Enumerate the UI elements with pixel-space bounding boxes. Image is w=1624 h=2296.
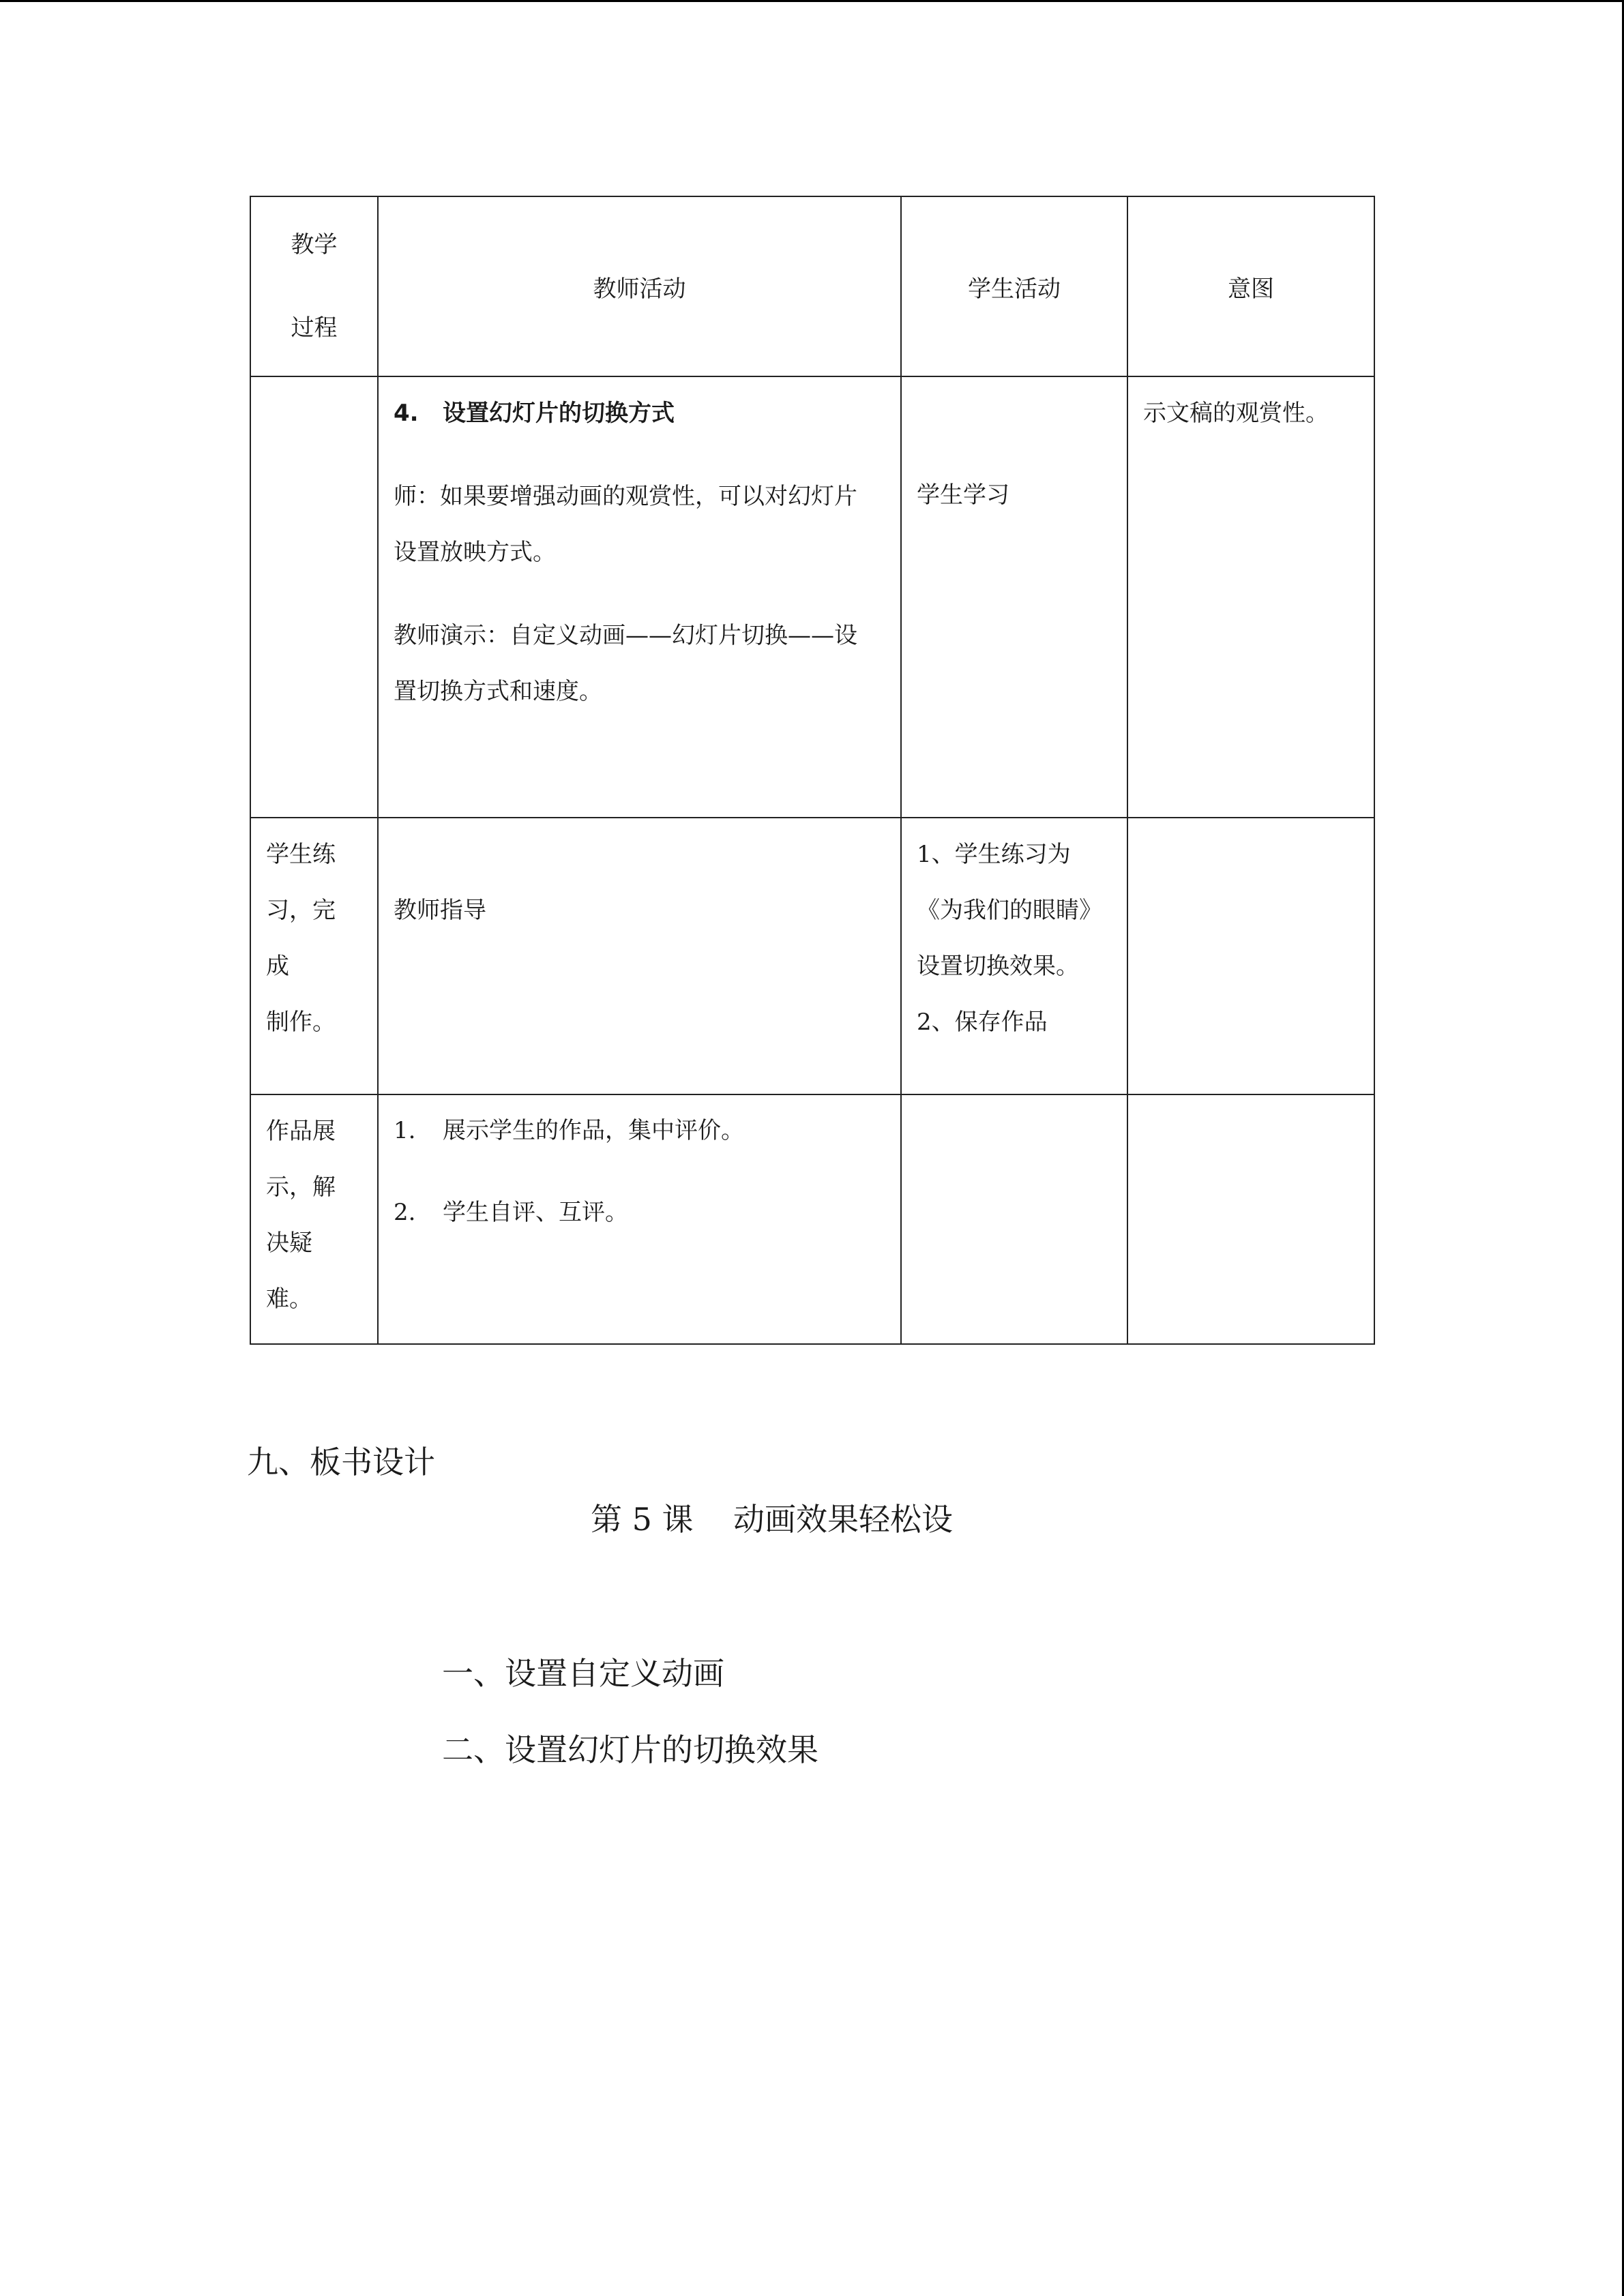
table-row xyxy=(250,376,1374,818)
row3-item2-number: 2. xyxy=(394,1199,416,1226)
row1-heading-text: 设置幻灯片的切换方式 xyxy=(443,400,675,427)
row2-process-cell xyxy=(250,818,378,1094)
board-item-2: 二、设置幻灯片的切换效果 xyxy=(442,1731,818,1768)
row3-process-line4: 难。 xyxy=(266,1285,312,1313)
header-process xyxy=(250,196,378,376)
row3-teacher-item1 xyxy=(394,1103,885,1158)
row1-student-cell xyxy=(901,376,1127,818)
row1-teacher-p2-line1: 教师演示：自定义动画——幻灯片切换——设 xyxy=(394,622,857,649)
row1-teacher-p1-line1: 师：如果要增强动画的观赏性，可以对幻灯片 xyxy=(394,483,857,510)
row1-process-cell xyxy=(250,376,378,818)
header-student-activity: 学生活动 xyxy=(901,196,1127,376)
row2-process-line1: 学生练 xyxy=(266,841,336,868)
board-design-heading: 九、板书设计 xyxy=(247,1444,435,1480)
row2-student-cell xyxy=(901,818,1127,1094)
row3-process-line1: 作品展 xyxy=(266,1118,336,1145)
row2-teacher-text: 教师指导 xyxy=(394,897,486,924)
row2-process-line2: 习，完 xyxy=(266,897,336,924)
page-top-border xyxy=(0,0,1624,2)
row2-student-line4: 2、保存作品 xyxy=(917,1009,1048,1036)
row3-item2-text: 学生自评、互评。 xyxy=(443,1199,628,1226)
row2-intent-cell xyxy=(1127,818,1374,1094)
row1-teacher-heading xyxy=(394,385,885,441)
row3-process-line3: 决疑 xyxy=(266,1229,312,1257)
table-row xyxy=(250,1094,1374,1344)
row1-heading-number: 4. xyxy=(394,400,419,427)
row1-intent-text: 示文稿的观赏性。 xyxy=(1143,400,1329,427)
row3-teacher-cell xyxy=(378,1094,901,1344)
row3-item1-text: 展示学生的作品，集中评价。 xyxy=(443,1117,744,1144)
table-row xyxy=(250,818,1374,1094)
row3-process-line2: 示，解 xyxy=(266,1174,336,1201)
row2-process-line3: 成 xyxy=(266,953,289,980)
row2-student-line1: 1、学生练习为 xyxy=(917,841,1071,868)
row3-process-cell xyxy=(250,1094,378,1344)
table-header-row xyxy=(250,196,1374,376)
header-intent: 意图 xyxy=(1127,196,1374,376)
row2-teacher-cell xyxy=(378,818,901,1094)
header-process-line1: 教学 xyxy=(291,231,338,258)
row3-item1-number: 1. xyxy=(394,1117,416,1144)
header-process-line2: 过程 xyxy=(291,314,338,342)
row2-student-line2: 《为我们的眼睛》 xyxy=(917,897,1102,924)
row1-student-text: 学生学习 xyxy=(917,481,1009,509)
board-item-1: 一、设置自定义动画 xyxy=(442,1655,724,1692)
row1-teacher-p2-line2: 置切换方式和速度。 xyxy=(394,678,602,705)
header-teacher-activity: 教师活动 xyxy=(378,196,901,376)
row1-teacher-cell xyxy=(378,376,901,818)
lesson-process-table xyxy=(250,196,1375,1345)
row3-intent-cell xyxy=(1127,1094,1374,1344)
row2-student-line3: 设置切换效果。 xyxy=(917,953,1079,980)
row1-intent-cell xyxy=(1127,376,1374,818)
row2-process-line4: 制作。 xyxy=(266,1009,336,1036)
row3-student-cell xyxy=(901,1094,1127,1344)
row3-teacher-item2 xyxy=(394,1185,885,1240)
board-lesson-title: 第 5 课 动画效果轻松设 xyxy=(591,1501,953,1538)
row1-teacher-p1-line2: 设置放映方式。 xyxy=(394,539,556,566)
